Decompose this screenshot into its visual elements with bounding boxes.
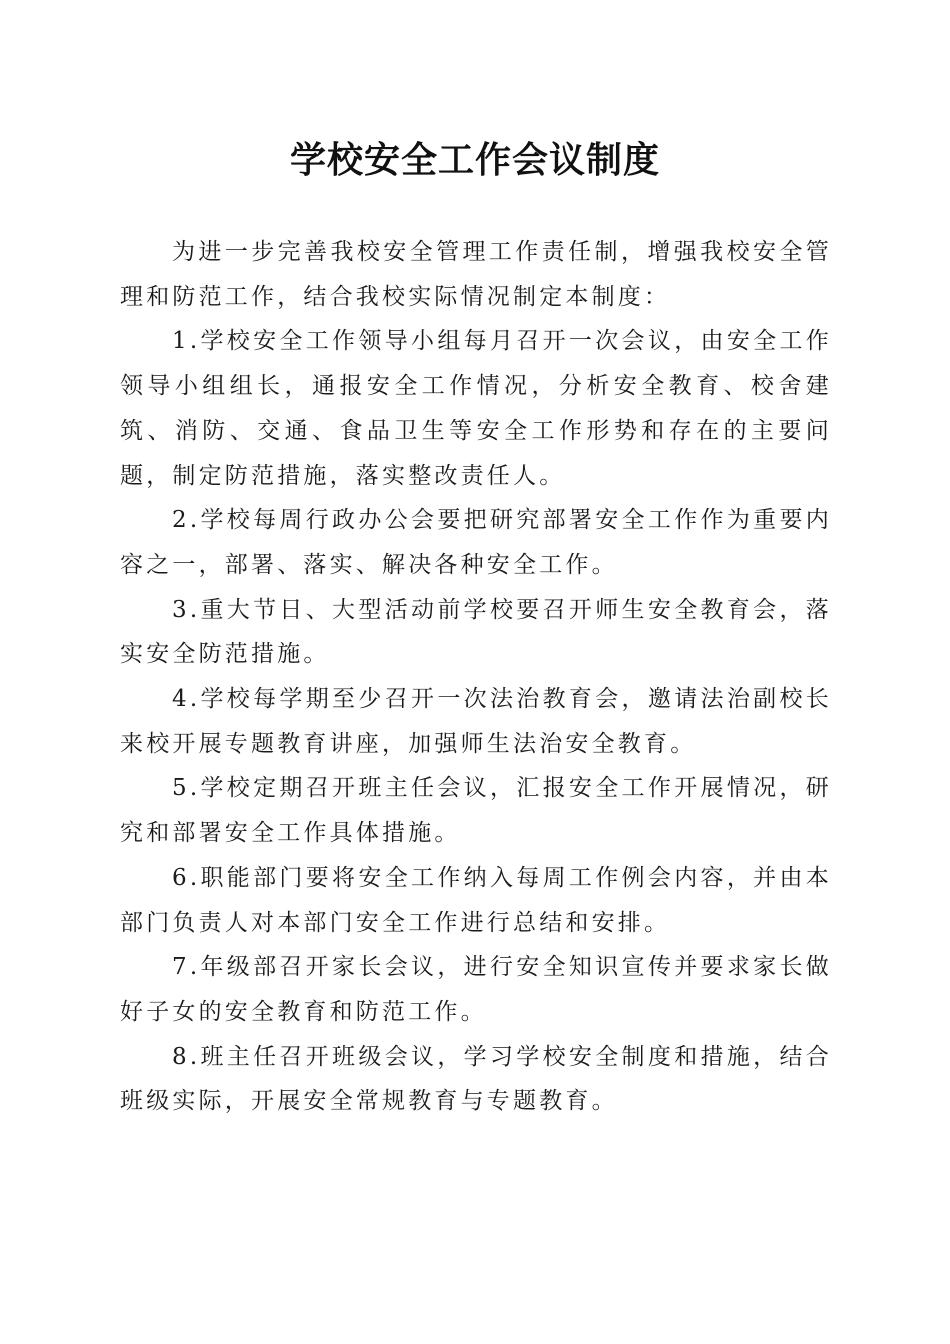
rule-item-8: 8.班主任召开班级会议，学习学校安全制度和措施，结合班级实际，开展安全常规教育与专题教育。 (120, 1043, 832, 1115)
rule-item-7: 7.年级部召开家长会议，进行安全知识宣传并要求家长做好子女的安全教育和防范工作。 (120, 954, 832, 1025)
document-title: 学校安全工作会议制度 (289, 139, 660, 181)
document-body (120, 230, 832, 1124)
rule-item-2: 2.学校每周行政办公会要把研究部署安全工作作为重要内容之一，部署、落实、解决各种安全工作。 (120, 507, 832, 578)
rule-item-3: 3.重大节日、大型活动前学校要召开师生安全教育会，落实安全防范措施。 (120, 596, 832, 668)
intro-paragraph: 为进一步完善我校安全管理工作责任制，增强我校安全管理和防范工作，结合我校实际情况制定本制度： (120, 239, 832, 310)
rule-item-4: 4.学校每学期至少召开一次法治教育会，邀请法治副校长来校开展专题教育讲座，加强师生法治安全教育。 (120, 686, 832, 757)
rule-item-6: 6.职能部门要将安全工作纳入每周工作例会内容，并由本部门负责人对本部门安全工作进行总结和安排。 (120, 864, 832, 936)
rule-item-1: 1.学校安全工作领导小组每月召开一次会议，由安全工作领导小组组长，通报安全工作情况，分析安全教育、校舍建筑、消防、交通、食品卫生等安全工作形势和存在的主要问题，制定防范措施，落实整改责任人。 (120, 328, 832, 489)
rule-item-5: 5.学校定期召开班主任会议，汇报安全工作开展情况，研究和部署安全工作具体措施。 (120, 775, 832, 847)
